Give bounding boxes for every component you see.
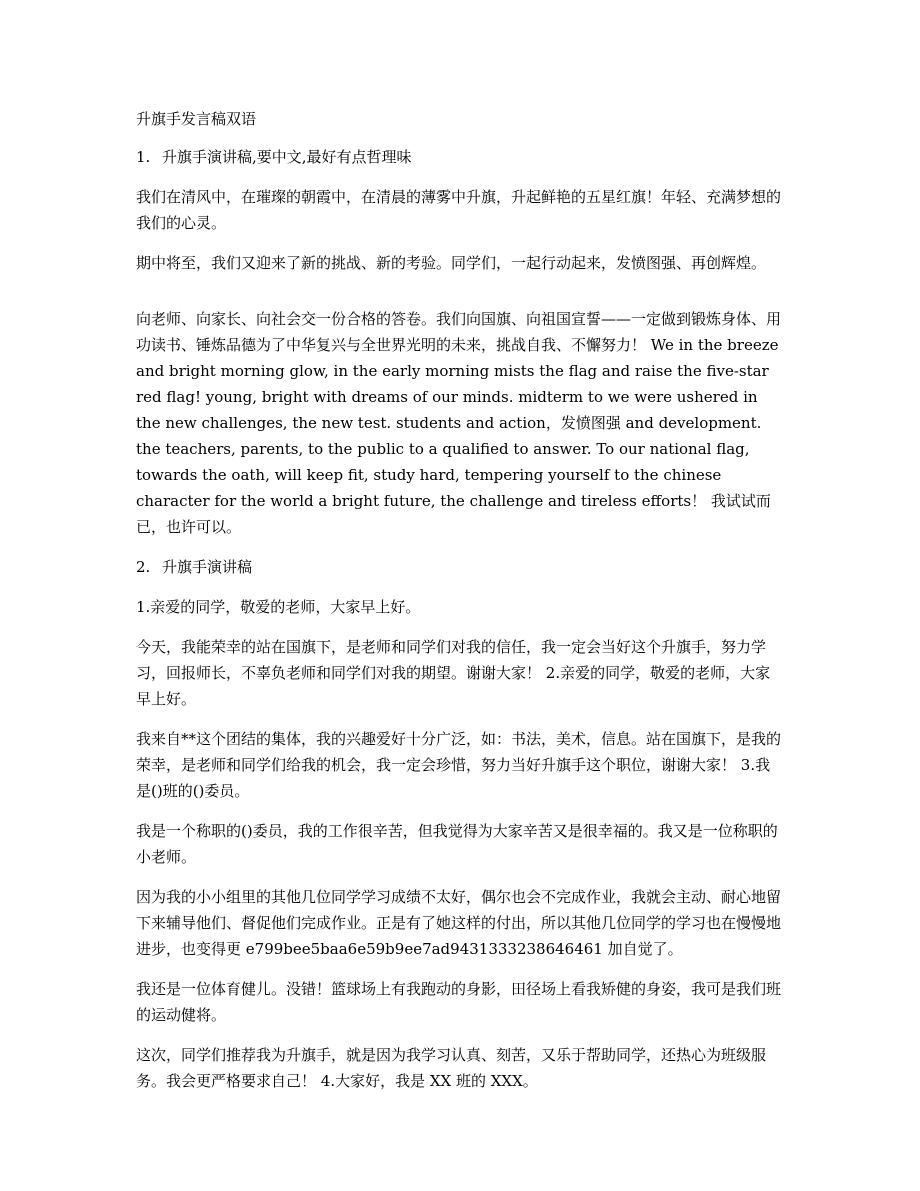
section-1-paragraph-1: 我们在清风中，在璀璨的朝霞中，在清晨的薄雾中升旗，升起鲜艳的五星红旗！年轻、充满梦想的我们的心灵。 <box>136 188 782 232</box>
section-2-paragraph-2: 今天，我能荣幸的站在国旗下，是老师和同学们对我的信任，我一定会当好这个升旗手，努力学习，回报师长，不辜负老师和同学们对我的期望。谢谢大家！ 2.亲爱的同学，敬爱的老师，大家早上好。 <box>136 638 771 708</box>
section-1-heading <box>136 144 784 170</box>
section-2-paragraph-6: 我还是一位体育健儿。没错！篮球场上有我跑动的身影，田径场上看我矫健的身姿，我可是我们班的运动健将。 <box>136 980 782 1024</box>
section-2-number: 2. <box>136 558 151 576</box>
section-1-number: 1. <box>136 148 151 166</box>
section-2-paragraph-5: 因为我的小小组里的其他几位同学学习成绩不太好，偶尔也会不完成作业，我就会主动、耐心地留下来辅导他们、督促他们完成作业。正是有了她这样的付出，所以其他几位同学的学习也在慢慢地进步，也变得更 e799bee5baa6e59b9ee7ad9431333238646461 加自觉了。 <box>136 888 782 958</box>
section-1-heading-text: 升旗手演讲稿,要中文,最好有点哲理味 <box>162 148 412 166</box>
document-page <box>136 96 784 1108</box>
section-2-heading-text: 升旗手演讲稿 <box>162 558 253 576</box>
section-2-paragraph-1: 1.亲爱的同学，敬爱的老师，大家早上好。 <box>136 598 421 616</box>
section-1-paragraph-2: 期中将至，我们又迎来了新的挑战、新的考验。同学们，一起行动起来，发愤图强、再创辉煌。 <box>136 254 767 272</box>
section-2-paragraph-7: 这次，同学们推荐我为升旗手，就是因为我学习认真、刻苦，又乐于帮助同学，还热心为班级服务。我会更严格要求自己！ 4.大家好，我是 XX 班的 XXX。 <box>136 1046 767 1090</box>
section-2-heading <box>136 554 784 580</box>
section-2-paragraph-3: 我来自**这个团结的集体，我的兴趣爱好十分广泛，如：书法，美术，信息。站在国旗下，是我的荣幸，是老师和同学们给我的机会，我一定会珍惜，努力当好升旗手这个职位，谢谢大家！ 3.我是()班的()委员。 <box>136 730 782 800</box>
document-title: 升旗手发言稿双语 <box>136 110 257 128</box>
section-2-paragraph-4: 我是一个称职的()委员，我的工作很辛苦，但我觉得为大家辛苦又是很幸福的。我又是一位称职的小老师。 <box>136 822 778 866</box>
section-1-paragraph-3: 向老师、向家长、向社会交一份合格的答卷。我们向国旗、向祖国宣誓——一定做到锻炼身体、用功读书、锤炼品德为了中华复兴与全世界光明的未来，挑战自我、不懈努力！ We in the breeze and bright morning glow, in the early morning mists the flag and raise the five-star red flag! young, bright with dreams of our minds. midterm to we were ushered in the new challenges, the new test. students and action，发愤图强 and development. the teachers, parents, to the public to a qualified to answer. To our national flag, towards the oath, will keep fit, study hard, tempering yourself to the chinese character for the world a bright future, the challenge and tireless efforts！ 我试试而已，也许可以。 <box>136 310 782 536</box>
